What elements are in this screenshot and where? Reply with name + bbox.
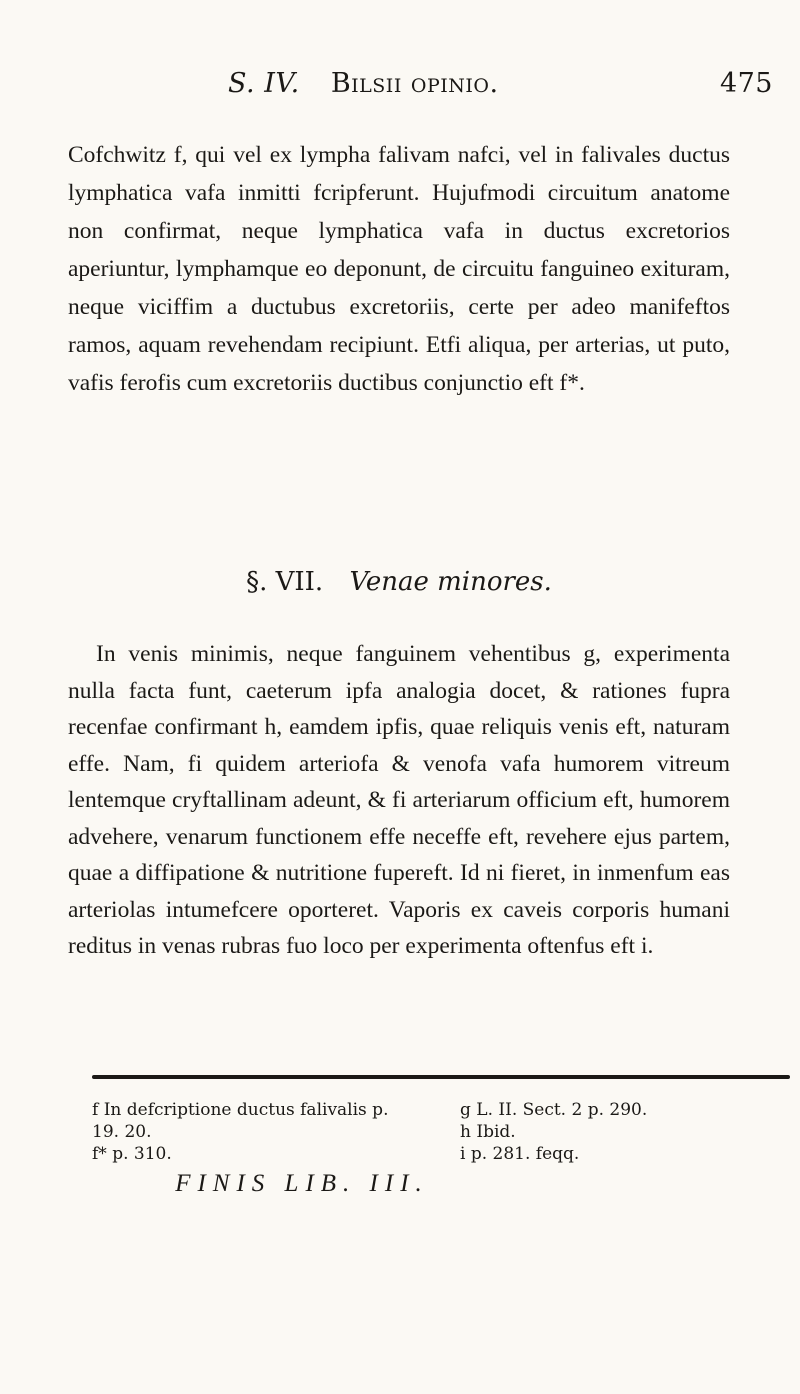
footnote-rule xyxy=(92,1075,790,1079)
footnote-f: f In defcriptione ductus falivalis p. 19. 20. xyxy=(92,1100,389,1142)
running-header xyxy=(228,68,788,99)
section-heading xyxy=(68,567,730,597)
footnotes-left xyxy=(92,1099,412,1165)
page-number: 475 xyxy=(719,68,773,99)
paragraph-cofchwitz: Cofchwitz f, qui vel ex lympha falivam nafci, vel in falivales ductus lymphatica vafa inmitti fcripferunt. Hujufmodi circuitum anatome non confirmat, neque lymphatica vafa in ductus excretorios aperiuntur, lymphamque eo deponunt, de circuitu fanguineo exituram, neque viciffim a ductubus excretoriis, certe per adeo manifeftos ramos, aquam revehendam recipiunt. Etfi aliqua, per arterias, ut puto, vafis ferofis cum excretoriis ductibus conjunctio eft f*. xyxy=(68,142,730,396)
footnote-h: h Ibid. xyxy=(460,1122,516,1142)
header-section: S. IV. xyxy=(228,68,300,99)
header-title: Bilsii opinio. xyxy=(330,68,499,99)
footnotes-right xyxy=(460,1099,760,1165)
footnote-f-star: f* p. 310. xyxy=(92,1144,172,1164)
section-number: §. VII. xyxy=(246,567,324,597)
footnote-g: g L. II. Sect. 2 p. 290. xyxy=(460,1100,648,1120)
section-title: Venae minores. xyxy=(349,567,552,597)
footnote-i: i p. 281. feqq. xyxy=(460,1144,580,1164)
finis-line: FINIS LIB. III. xyxy=(175,1170,429,1197)
paragraph-venae-minores: In venis minimis, neque fanguinem vehentibus g, experimenta nulla facta funt, caeterum ipfa analogia docet, & rationes fupra recenfae confirmant h, eamdem ipfis, quae reliquis venis eft, naturam effe. Nam, fi quidem arteriofa & venofa vafa humorem vitreum lentemque cryftallinam adeunt, & fi arteriarum officium eft, humorem advehere, venarum functionem effe neceffe eft, revehere ejus partem, quae a diffipatione & nutritione fupereft. Id ni fieret, in inmenfum eas arteriolas intumefcere oporteret. Vaporis ex caveis corporis humani reditus in venas rubras fuo loco per experimenta oftenfus eft i. xyxy=(68,641,730,959)
